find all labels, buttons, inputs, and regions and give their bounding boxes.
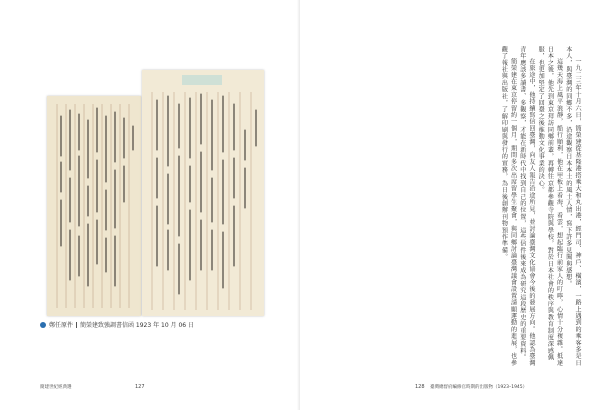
right-footer-title: 臺灣總督府編修官時期的出版物（1923–1945） xyxy=(430,385,528,390)
paragraph: 這幾天海上風平浪靜，船行順利，他在甲板上看海、看雲，想起臨行前家人的叮嚀，心情十分複雜。抵達日本之後，他先到東京拜訪同鄉前輩，再轉往京都參觀寺院與學校，對於日本社會的秩序與教育制度深感佩服，也更加堅定了回臺之後推動文化事業的決心。 xyxy=(537,46,563,367)
paragraph: 一九二三年十月六日，簡榮建從基隆港搭乘大和丸出港，經門司、神戶、橫濱，一路上遇到的乘客多是日本人，與臺灣的同鄉不多，沿途觀察日本本土的風土人情，寫下許多見聞與感想。 xyxy=(564,46,581,367)
paragraph: 在旅途中，他持續寫信回臺灣，向友人報告沿途所見，並討論臺灣文化協會今後的發展方向。他認為臺灣青年應該多讀書、多觀察，才能在新時代中找到自己的位置，這些信件後來成為研究這段歷史的重要資料。 xyxy=(518,46,535,367)
photo-caption xyxy=(40,320,280,329)
right-page-number: 128 xyxy=(415,384,425,390)
left-page-number: 127 xyxy=(135,384,145,390)
caption-divider xyxy=(76,322,77,328)
caption-bullet-icon xyxy=(40,322,46,328)
left-footer-title: 簡建世紀經典選 xyxy=(40,385,72,390)
caption-label: 鄭任原件 xyxy=(49,322,74,329)
paragraph: 簡榮建在東京停留約一個月，期間多次出席留學生聚會，與同鄉討論臺灣議會設置請願運動的進展，也參觀了報社與出版社，了解印刷與發行的實務，為日後創辦刊物預作準備。 xyxy=(500,46,517,367)
caption-text: 簡榮建致強調書信函 1923 年 10 月 06 日 xyxy=(80,322,194,329)
manuscript-photo-2 xyxy=(142,70,264,316)
body-text xyxy=(336,46,582,368)
manuscript-photo-1 xyxy=(47,96,141,316)
